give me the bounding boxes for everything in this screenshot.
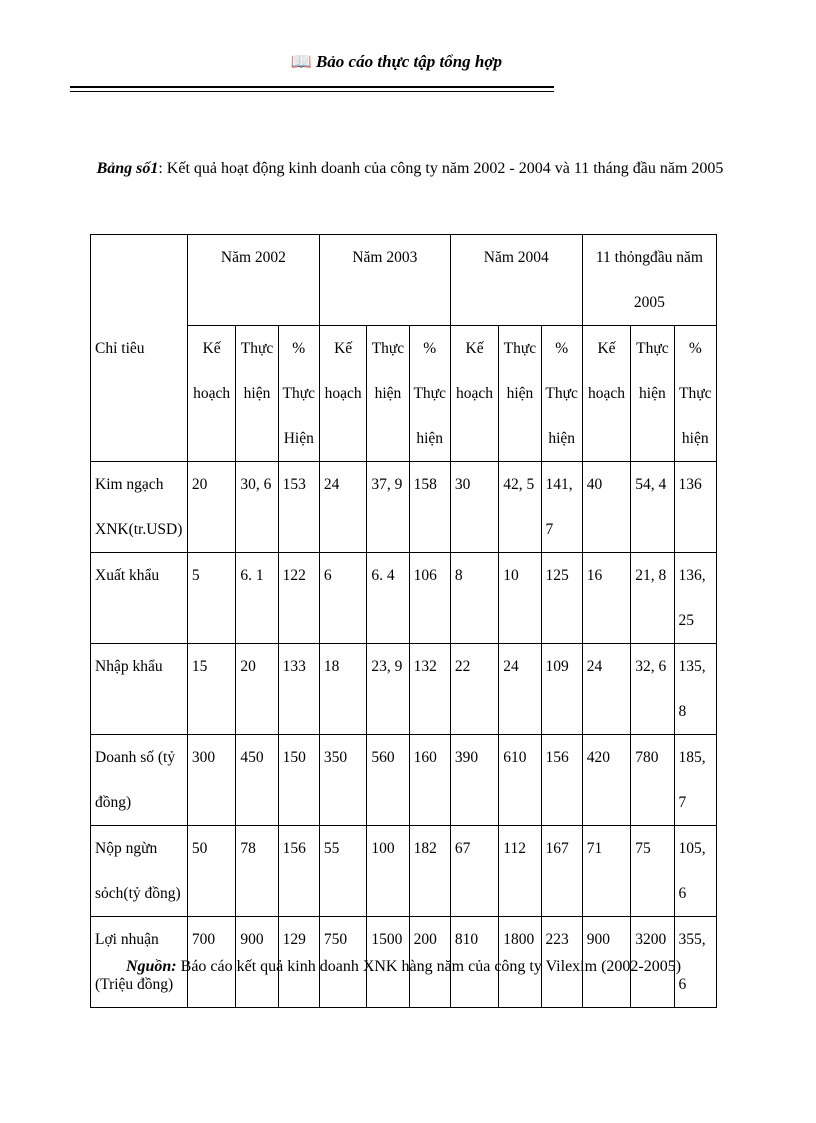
source-note — [90, 958, 717, 976]
header-rule-thin — [70, 91, 554, 92]
table-cell: 223 — [541, 917, 582, 1008]
table-cell: 24 — [499, 644, 541, 735]
sub-header: Thực hiện — [631, 326, 674, 462]
table-cell: 136, 25 — [674, 553, 716, 644]
table-cell: 900 — [582, 917, 630, 1008]
table-cell: 20 — [236, 644, 278, 735]
table-cell: 32, 6 — [631, 644, 674, 735]
table-cell: 55 — [319, 826, 366, 917]
table-cell: 122 — [278, 553, 319, 644]
table-cell: 900 — [236, 917, 278, 1008]
table-cell: 135, 8 — [674, 644, 716, 735]
header-title: Bảo cáo thực tập tổng hợp — [315, 52, 502, 71]
table-cell: 5 — [187, 553, 235, 644]
table-cell: 3200 — [631, 917, 674, 1008]
row-label: Lợi nhuận (Triệu đồng) — [91, 917, 188, 1008]
row-label: Xuất khẩu — [91, 553, 188, 644]
table-cell: 182 — [409, 826, 450, 917]
source-text: Báo cáo kết quả kinh doanh XNK hàng năm của công ty Vilexim (2002-2005) — [176, 958, 682, 975]
table-cell: 30 — [450, 462, 498, 553]
table-cell: 1800 — [499, 917, 541, 1008]
table-cell: 150 — [278, 735, 319, 826]
table-cell: 112 — [499, 826, 541, 917]
table-cell: 18 — [319, 644, 366, 735]
table-cell: 610 — [499, 735, 541, 826]
results-table — [90, 234, 717, 1008]
source-label: Nguồn: — [125, 958, 177, 975]
table-cell: 30, 6 — [236, 462, 278, 553]
table-cell: 156 — [278, 826, 319, 917]
sub-header: % Thực Hiện — [278, 326, 319, 462]
table-row — [91, 462, 717, 553]
sub-header: Kế hoạch — [450, 326, 498, 462]
table-cell: 390 — [450, 735, 498, 826]
table-cell: 37, 9 — [367, 462, 409, 553]
table-cell: 129 — [278, 917, 319, 1008]
table-cell: 450 — [236, 735, 278, 826]
table-cell: 6. 1 — [236, 553, 278, 644]
corner-header: Chỉ tiêu — [91, 235, 188, 462]
table-cell: 54, 4 — [631, 462, 674, 553]
table-row — [91, 826, 717, 917]
table-cell: 105, 6 — [674, 826, 716, 917]
table-cell: 23, 9 — [367, 644, 409, 735]
table-cell: 109 — [541, 644, 582, 735]
year-header: Năm 2002 — [187, 235, 319, 326]
table-cell: 185, 7 — [674, 735, 716, 826]
table-cell: 200 — [409, 917, 450, 1008]
table-cell: 21, 8 — [631, 553, 674, 644]
table-cell: 560 — [367, 735, 409, 826]
sub-header: Thực hiện — [499, 326, 541, 462]
row-label: Doanh số (tỷ đồng) — [91, 735, 188, 826]
book-icon: 📖 — [290, 52, 312, 71]
table-cell: 42, 5 — [499, 462, 541, 553]
table-cell: 67 — [450, 826, 498, 917]
table-cell: 8 — [450, 553, 498, 644]
table-row — [91, 553, 717, 644]
sub-header: % Thực hiện — [541, 326, 582, 462]
table-cell: 133 — [278, 644, 319, 735]
table-cell: 300 — [187, 735, 235, 826]
table-cell: 15 — [187, 644, 235, 735]
year-header: 11 thỏngđầu năm 2005 — [582, 235, 716, 326]
table-cell: 167 — [541, 826, 582, 917]
table-cell: 16 — [582, 553, 630, 644]
table-cell: 355, 6 — [674, 917, 716, 1008]
table-row — [91, 735, 717, 826]
table-cell: 156 — [541, 735, 582, 826]
sub-header: % Thực hiện — [674, 326, 716, 462]
caption-label: Bảng số1 — [96, 160, 159, 177]
table-row — [91, 644, 717, 735]
table-cell: 20 — [187, 462, 235, 553]
caption-text: : Kết quả hoạt động kinh doanh của công ty năm 2002 - 2004 và 11 tháng đầu năm 2005 — [158, 160, 724, 177]
table-cell: 158 — [409, 462, 450, 553]
table-cell: 6. 4 — [367, 553, 409, 644]
table-cell: 71 — [582, 826, 630, 917]
table-cell: 160 — [409, 735, 450, 826]
sub-header: Kế hoạch — [582, 326, 630, 462]
table-caption — [70, 160, 750, 178]
table-cell: 6 — [319, 553, 366, 644]
table-cell: 1500 — [367, 917, 409, 1008]
table-cell: 78 — [236, 826, 278, 917]
row-label: Kim ngạch XNK(tr.USD) — [91, 462, 188, 553]
table-cell: 106 — [409, 553, 450, 644]
table-cell: 125 — [541, 553, 582, 644]
table-cell: 100 — [367, 826, 409, 917]
table-cell: 24 — [319, 462, 366, 553]
table-cell: 780 — [631, 735, 674, 826]
sub-header: Thực hiện — [236, 326, 278, 462]
header-rule-thick — [70, 86, 554, 88]
table-cell: 132 — [409, 644, 450, 735]
year-header: Năm 2004 — [450, 235, 582, 326]
table-cell: 10 — [499, 553, 541, 644]
table-cell: 420 — [582, 735, 630, 826]
sub-header: % Thực hiện — [409, 326, 450, 462]
page-header — [70, 52, 554, 72]
year-header: Năm 2003 — [319, 235, 450, 326]
sub-header: Thực hiện — [367, 326, 409, 462]
table-cell: 750 — [319, 917, 366, 1008]
table-cell: 700 — [187, 917, 235, 1008]
sub-header: Kế hoạch — [187, 326, 235, 462]
table-cell: 153 — [278, 462, 319, 553]
table-cell: 810 — [450, 917, 498, 1008]
table-cell: 50 — [187, 826, 235, 917]
sub-header: Kế hoạch — [319, 326, 366, 462]
row-label: Nhập khẩu — [91, 644, 188, 735]
table-cell: 136 — [674, 462, 716, 553]
row-label: Nộp ngừn sỏch(tỷ đồng) — [91, 826, 188, 917]
year-header-row — [91, 235, 717, 326]
table-cell: 350 — [319, 735, 366, 826]
table-cell: 22 — [450, 644, 498, 735]
table-cell: 75 — [631, 826, 674, 917]
table-cell: 24 — [582, 644, 630, 735]
table-cell: 40 — [582, 462, 630, 553]
table-cell: 141, 7 — [541, 462, 582, 553]
